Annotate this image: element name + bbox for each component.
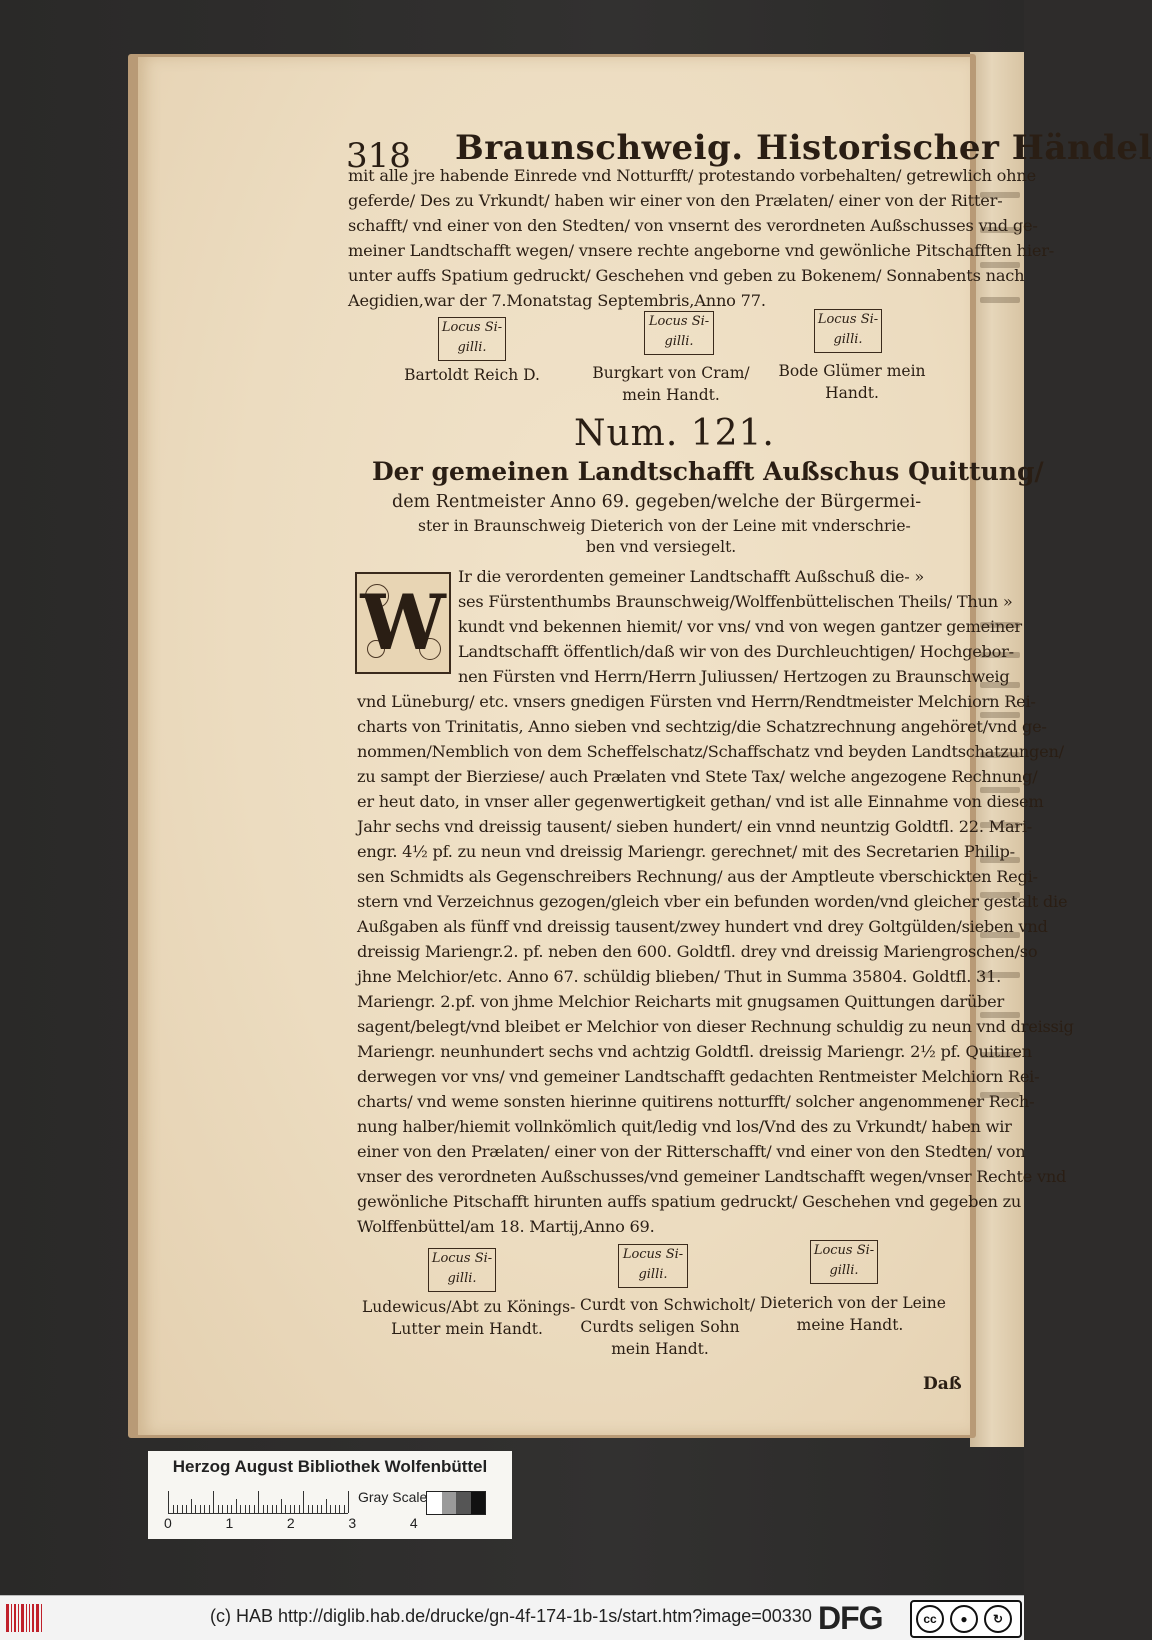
gray-scale-swatches <box>426 1491 486 1515</box>
running-title: Braunschweig. Historischer Händel <box>455 128 1152 168</box>
text-line: Jahr sechs vnd dreissig tausent/ sieben hundert/ ein vnnd neuntzig Goldtfl. 22. Mari- <box>357 817 1032 836</box>
signature: Dieterich von der Leine meine Handt. <box>760 1294 946 1334</box>
text-line: Landtschafft öffentlich/daß wir von des Durchleuchtigen/ Hochgebor- <box>458 642 1014 661</box>
text-line: Aegidien,war der 7.Monatstag Septembris,Anno 77. <box>348 291 766 310</box>
text-line: charts von Trinitatis, Anno sieben vnd sechtzig/die Schatzrechnung angehöret/vnd ge- <box>357 717 1047 736</box>
text-line: jhne Melchior/etc. Anno 67. schüldig blieben/ Thut in Summa 35804. Goldtfl. 31. <box>357 967 1002 986</box>
footer-credit-link[interactable]: (c) HAB http://diglib.hab.de/drucke/gn-4f-174-1b-1s/start.htm?image=00330 <box>210 1606 812 1626</box>
text-line: zu sampt der Bierziese/ auch Prælaten vnd Stete Tax/ welche angezogene Rechnung/ <box>357 767 1038 786</box>
text-line: nommen/Nemblich von dem Scheffelschatz/Schaffschatz vnd beyden Landtschatzungen/ <box>357 742 1064 761</box>
page-number: 318 <box>346 136 411 176</box>
text-line: ses Fürstenthumbs Braunschweig/Wolffenbüttelischen Theils/ Thun » <box>458 592 1013 611</box>
text-line: derwegen vor vns/ vnd gemeiner Landtschafft gedachten Rentmeister Melchiorn Rei- <box>357 1067 1040 1086</box>
seal-box: Locus Si- gilli. <box>618 1244 688 1288</box>
text-line: vnser des verordneten Außschusses/vnd gemeiner Landtschafft wegen/vnser Rechte vnd <box>357 1167 1067 1186</box>
text-line: stern vnd Verzeichnus gezogen/gleich vber ein befunden worden/vnd gleicher gestalt die <box>357 892 1068 911</box>
text-line: er heut dato, in vnser aller gegenwertigkeit gethan/ vnd ist alle Einnahme von diesem <box>357 792 1044 811</box>
gray-scale-label: Gray Scale <box>358 1489 428 1505</box>
section-title-line: ster in Braunschweig Dieterich von der Leine mit vnderschrie- <box>418 517 911 535</box>
seal-box: Locus Si- gilli. <box>644 311 714 355</box>
signature: Ludewicus/Abt zu Könings- Lutter mein Handt. <box>362 1298 576 1338</box>
section-title-line: ben vnd versiegelt. <box>586 538 737 556</box>
decorated-initial: W <box>355 572 451 674</box>
signature: Burgkart von Cram/ mein Handt. <box>592 364 750 404</box>
text-line: meiner Landtschafft wegen/ vnsere rechte angeborne vnd gewönliche Pitschafften hier- <box>348 241 1055 260</box>
by-icon: ● <box>950 1605 978 1633</box>
cc-license-icon[interactable] <box>910 1600 1022 1638</box>
hab-barcode-icon <box>6 1604 46 1632</box>
text-line: dreissig Mariengr.2. pf. neben den 600. Goldtfl. drey vnd dreissig Mariengroschen/so <box>357 942 1038 961</box>
text-line: schafft/ vnd einer von den Stedten/ von vnsernt des verordneten Außschusses vnd ge- <box>348 216 1038 235</box>
seal-box: Locus Si- gilli. <box>814 309 882 353</box>
seal-box: Locus Si- gilli. <box>428 1248 496 1292</box>
text-line: nung halber/hiemit vollnkömlich quit/ledig vnd los/Vnd des zu Vrkundt/ haben wir <box>357 1117 1012 1136</box>
text-line: gewönliche Pitschafft hirunten auffs spatium gedruckt/ Geschehen vnd gegeben zu <box>357 1192 1022 1211</box>
library-name: Herzog August Bibliothek Wolfenbüttel <box>172 1457 488 1476</box>
signature: Bartoldt Reich D. <box>404 366 540 384</box>
ruler-scale <box>168 1489 348 1514</box>
text-line: engr. 4½ pf. zu neun vnd dreissig Mariengr. gerechnet/ mit des Secretarien Philip- <box>357 842 1015 861</box>
text-line: geferde/ Des zu Vrkundt/ haben wir einer von den Prælaten/ einer von der Ritter- <box>348 191 1003 210</box>
text-line: kundt vnd bekennen hiemit/ vor vns/ vnd von wegen gantzer gemeiner <box>458 617 1022 636</box>
section-number: Num. 121. <box>574 413 775 454</box>
section-title-line: dem Rentmeister Anno 69. gegeben/welche der Bürgermei- <box>392 492 922 512</box>
library-color-card <box>148 1451 512 1539</box>
cc-icon: cc <box>916 1605 944 1633</box>
text-line: charts/ vnd weme sonsten hierinne quitirens notturfft/ solcher angenommener Rech- <box>357 1092 1035 1111</box>
text-line: Außgaben als fünff vnd dreissig tausent/zwey hundert vnd drey Goltgülden/sieben vnd <box>357 917 1048 936</box>
text-line: unter auffs Spatium gedruckt/ Geschehen vnd geben zu Bokenem/ Sonnabents nach <box>348 266 1025 285</box>
signature: Bode Glümer mein Handt. <box>778 362 926 402</box>
text-line: mit alle jre habende Einrede vnd Notturfft/ protestando vorbehalten/ getrewlich ohne <box>348 166 1036 185</box>
text-line: einer von den Prælaten/ einer von der Ritterschafft/ vnd einer von den Stedten/ von <box>357 1142 1026 1161</box>
text-line: sen Schmidts als Gegenschreibers Rechnung/ aus der Amptleute vberschickten Regi- <box>357 867 1038 886</box>
ruler-labels: 0 1 2 3 4 <box>164 1515 418 1531</box>
text-line: sagent/belegt/vnd bleibet er Melchior von dieser Rechnung schuldig zu neun vnd dreissig <box>357 1017 1074 1036</box>
text-line: nen Fürsten vnd Herrn/Herrn Juliussen/ Hertzogen zu Braunschweig <box>458 667 1010 686</box>
sa-icon: ↻ <box>984 1605 1012 1633</box>
text-line: Ir die verordenten gemeiner Landtschafft Außschuß die- » <box>458 567 924 586</box>
dfg-logo[interactable]: DFG <box>818 1600 883 1636</box>
seal-box: Locus Si- gilli. <box>810 1240 878 1284</box>
text-line: vnd Lüneburg/ etc. vnsers gnedigen Fürsten vnd Herrn/Rendtmeister Melchiorn Rei- <box>357 692 1036 711</box>
signature: Curdt von Schwicholt/ Curdts seligen Sohn mein Handt. <box>580 1296 756 1358</box>
footer-bar <box>0 1595 1024 1640</box>
catchword: Daß <box>923 1374 962 1394</box>
text-line: Mariengr. 2.pf. von jhme Melchior Reicharts mit gnugsamen Quittungen darüber <box>357 992 1004 1011</box>
text-line: Wolffenbüttel/am 18. Martij,Anno 69. <box>357 1217 655 1236</box>
text-line: Mariengr. neunhundert sechs vnd achtzig Goldtfl. dreissig Mariengr. 2½ pf. Quitiren <box>357 1042 1032 1061</box>
seal-box: Locus Si- gilli. <box>438 317 506 361</box>
section-title: Der gemeinen Landtschafft Außschus Quittung/ <box>372 457 1044 486</box>
